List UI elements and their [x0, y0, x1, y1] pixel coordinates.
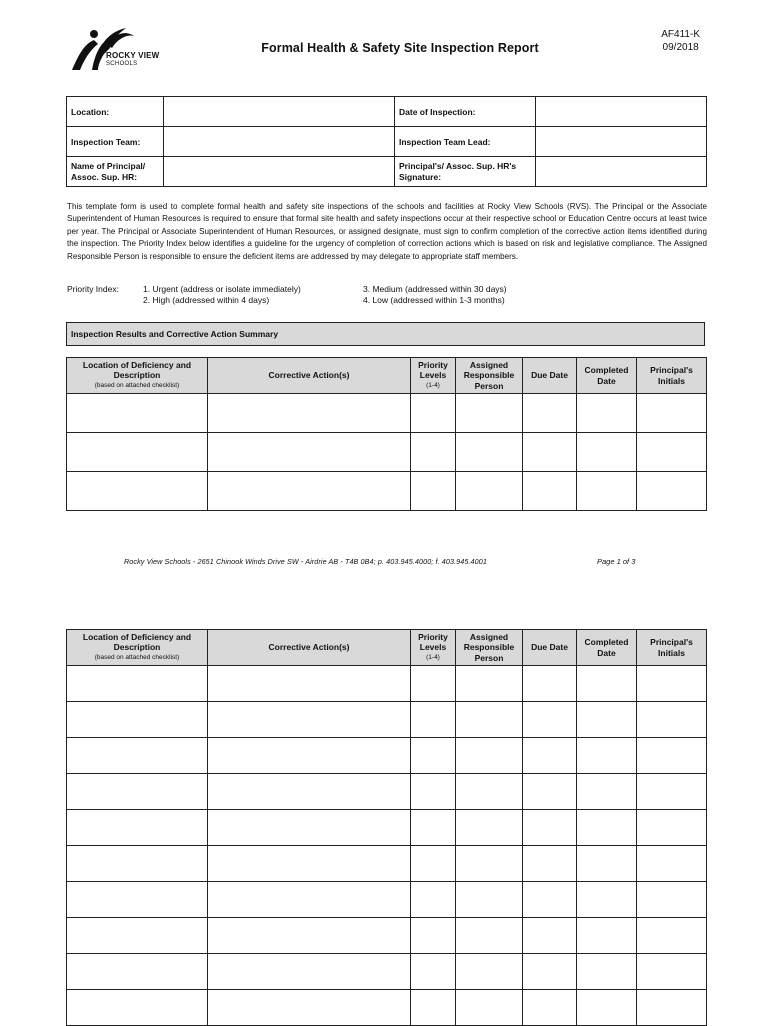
table-row	[67, 472, 707, 511]
corrective-action-cell[interactable]	[208, 774, 411, 810]
initials-cell[interactable]	[637, 472, 707, 511]
location-cell[interactable]	[67, 918, 208, 954]
initials-cell[interactable]	[637, 882, 707, 918]
form-code: AF411-K	[661, 29, 700, 40]
location-cell[interactable]	[67, 738, 208, 774]
corrective-action-cell[interactable]	[208, 472, 411, 511]
inspection-info-table	[66, 96, 707, 187]
inspection-team-label: Inspection Team:	[67, 127, 164, 157]
location-field[interactable]	[164, 97, 395, 127]
priority-cell[interactable]	[411, 990, 456, 1026]
completed-date-cell[interactable]	[577, 702, 637, 738]
due-date-cell[interactable]	[523, 394, 577, 433]
completed-date-cell[interactable]	[577, 774, 637, 810]
assigned-person-cell[interactable]	[456, 990, 523, 1026]
location-cell[interactable]	[67, 433, 208, 472]
priority-cell[interactable]	[411, 954, 456, 990]
assigned-person-cell[interactable]	[456, 666, 523, 702]
logo-subtext: SCHOOLS	[106, 61, 138, 67]
completed-date-cell[interactable]	[577, 918, 637, 954]
table-row	[67, 774, 707, 810]
table-row	[67, 702, 707, 738]
location-cell[interactable]	[67, 882, 208, 918]
priority-item-3: 3. Medium (addressed within 30 days)	[363, 284, 507, 294]
priority-cell[interactable]	[411, 666, 456, 702]
due-date-cell[interactable]	[523, 810, 577, 846]
due-date-cell[interactable]	[523, 774, 577, 810]
corrective-action-table-2	[66, 629, 707, 1026]
priority-cell[interactable]	[411, 918, 456, 954]
completed-date-cell[interactable]	[577, 846, 637, 882]
table-row	[67, 433, 707, 472]
col-completed-date: Completed Date	[577, 630, 637, 666]
date-of-inspection-field[interactable]	[536, 97, 707, 127]
initials-cell[interactable]	[637, 433, 707, 472]
initials-cell[interactable]	[637, 810, 707, 846]
completed-date-cell[interactable]	[577, 394, 637, 433]
due-date-cell[interactable]	[523, 846, 577, 882]
page-title: Formal Health & Safety Site Inspection Report	[261, 41, 539, 55]
completed-date-cell[interactable]	[577, 954, 637, 990]
principal-signature-field[interactable]	[536, 157, 707, 187]
table-row	[67, 918, 707, 954]
initials-cell[interactable]	[637, 918, 707, 954]
priority-cell[interactable]	[411, 738, 456, 774]
priority-item-4: 4. Low (addressed within 1-3 months)	[363, 295, 505, 305]
col-priority: Priority Levels (1-4)	[411, 630, 456, 666]
priority-cell[interactable]	[411, 472, 456, 511]
col-due-date: Due Date	[523, 358, 577, 394]
initials-cell[interactable]	[637, 666, 707, 702]
table-row	[67, 882, 707, 918]
location-cell[interactable]	[67, 810, 208, 846]
corrective-action-cell[interactable]	[208, 810, 411, 846]
corrective-action-cell[interactable]	[208, 990, 411, 1026]
priority-item-1: 1. Urgent (address or isolate immediately)	[143, 284, 301, 294]
table-row	[67, 954, 707, 990]
priority-cell[interactable]	[411, 702, 456, 738]
table-header-row	[67, 358, 707, 394]
due-date-cell[interactable]	[523, 666, 577, 702]
date-of-inspection-label: Date of Inspection:	[395, 97, 536, 127]
location-label: Location:	[67, 97, 164, 127]
completed-date-cell[interactable]	[577, 472, 637, 511]
completed-date-cell[interactable]	[577, 666, 637, 702]
location-cell[interactable]	[67, 846, 208, 882]
col-priority: Priority Levels (1-4)	[411, 358, 456, 394]
initials-cell[interactable]	[637, 990, 707, 1026]
priority-cell[interactable]	[411, 810, 456, 846]
assigned-person-cell[interactable]	[456, 472, 523, 511]
principal-name-field[interactable]	[164, 157, 395, 187]
col-assigned-person: Assigned Responsible Person	[456, 630, 523, 666]
col-principal-initials: Principal's Initials	[637, 358, 707, 394]
completed-date-cell[interactable]	[577, 433, 637, 472]
form-id	[661, 28, 700, 54]
logo-text: ROCKY VIEW	[106, 51, 160, 60]
completed-date-cell[interactable]	[577, 738, 637, 774]
corrective-action-cell[interactable]	[208, 738, 411, 774]
corrective-action-cell[interactable]	[208, 882, 411, 918]
location-cell[interactable]	[67, 472, 208, 511]
corrective-action-cell[interactable]	[208, 433, 411, 472]
col-location: Location of Deficiency and Description (based on attached checklist)	[67, 630, 208, 666]
location-cell[interactable]	[67, 774, 208, 810]
priority-cell[interactable]	[411, 774, 456, 810]
assigned-person-cell[interactable]	[456, 774, 523, 810]
col-corrective-action: Corrective Action(s)	[208, 358, 411, 394]
inspection-team-field[interactable]	[164, 127, 395, 157]
initials-cell[interactable]	[637, 394, 707, 433]
location-cell[interactable]	[67, 702, 208, 738]
assigned-person-cell[interactable]	[456, 702, 523, 738]
assigned-person-cell[interactable]	[456, 918, 523, 954]
assigned-person-cell[interactable]	[456, 954, 523, 990]
completed-date-cell[interactable]	[577, 882, 637, 918]
location-cell[interactable]	[67, 666, 208, 702]
priority-index-label: Priority Index:	[67, 284, 119, 294]
col-principal-initials: Principal's Initials	[637, 630, 707, 666]
initials-cell[interactable]	[637, 954, 707, 990]
intro-paragraph: This template form is used to complete formal health and safety site inspections of the schools and facilities at Rocky View Schools (RVS). The Principal or the Associate Superintendent of Human Resources is required to ensure that formal site health and safety inspections occur at their respective school or Education Centre occurs at least twice per year. The Principal or Associate Superintendent of Human Resources, or assigned designate, must sign to confirm completion of the corrective action items identified during the inspection. The Priority Index below identifies a guideline for the urgency of completion of correction actions which is based on risk and legislative compliance. The Assigned Responsible Person is responsible to ensure the deficient items are addressed by may delegate to appropriate staff members.	[67, 202, 707, 261]
inspection-team-lead-field[interactable]	[536, 127, 707, 157]
assigned-person-cell[interactable]	[456, 882, 523, 918]
due-date-cell[interactable]	[523, 954, 577, 990]
corrective-action-table-1	[66, 357, 707, 511]
due-date-cell[interactable]	[523, 738, 577, 774]
corrective-action-cell[interactable]	[208, 394, 411, 433]
assigned-person-cell[interactable]	[456, 433, 523, 472]
form-date: 09/2018	[662, 42, 699, 53]
table-header-row	[67, 630, 707, 666]
initials-cell[interactable]	[637, 738, 707, 774]
corrective-action-cell[interactable]	[208, 954, 411, 990]
corrective-action-cell[interactable]	[208, 918, 411, 954]
priority-list-left	[143, 284, 301, 306]
priority-cell[interactable]	[411, 433, 456, 472]
priority-cell[interactable]	[411, 846, 456, 882]
assigned-person-cell[interactable]	[456, 810, 523, 846]
due-date-cell[interactable]	[523, 990, 577, 1026]
priority-item-2: 2. High (addressed within 4 days)	[143, 295, 270, 305]
footer-address: Rocky View Schools - 2651 Chinook Winds Drive SW - Airdrie AB - T4B 0B4; p. 403.945.4000; f. 403.945.4001	[124, 557, 487, 566]
assigned-person-cell[interactable]	[456, 394, 523, 433]
table-row	[67, 738, 707, 774]
location-cell[interactable]	[67, 990, 208, 1026]
principal-name-label: Name of Principal/ Assoc. Sup. HR:	[67, 157, 164, 187]
assigned-person-cell[interactable]	[456, 738, 523, 774]
col-location: Location of Deficiency and Description (based on attached checklist)	[67, 358, 208, 394]
table-row	[67, 846, 707, 882]
col-completed-date: Completed Date	[577, 358, 637, 394]
col-assigned-person: Assigned Responsible Person	[456, 358, 523, 394]
priority-cell[interactable]	[411, 882, 456, 918]
table-row	[67, 990, 707, 1026]
inspection-team-lead-label: Inspection Team Lead:	[395, 127, 536, 157]
principal-signature-label: Principal's/ Assoc. Sup. HR's Signature:	[395, 157, 536, 187]
table-row	[67, 666, 707, 702]
priority-list-right	[363, 284, 507, 306]
location-cell[interactable]	[67, 954, 208, 990]
assigned-person-cell[interactable]	[456, 846, 523, 882]
due-date-cell[interactable]	[523, 433, 577, 472]
col-due-date: Due Date	[523, 630, 577, 666]
table-row	[67, 394, 707, 433]
priority-cell[interactable]	[411, 394, 456, 433]
location-cell[interactable]	[67, 394, 208, 433]
due-date-cell[interactable]	[523, 472, 577, 511]
corrective-action-cell[interactable]	[208, 846, 411, 882]
section-title-bar: Inspection Results and Corrective Action Summary	[66, 322, 705, 346]
due-date-cell[interactable]	[523, 882, 577, 918]
initials-cell[interactable]	[637, 774, 707, 810]
col-corrective-action: Corrective Action(s)	[208, 630, 411, 666]
corrective-action-cell[interactable]	[208, 702, 411, 738]
table-row	[67, 810, 707, 846]
corrective-action-cell[interactable]	[208, 666, 411, 702]
completed-date-cell[interactable]	[577, 990, 637, 1026]
completed-date-cell[interactable]	[577, 810, 637, 846]
initials-cell[interactable]	[637, 702, 707, 738]
page-number: Page 1 of 3	[597, 557, 636, 566]
due-date-cell[interactable]	[523, 702, 577, 738]
due-date-cell[interactable]	[523, 918, 577, 954]
initials-cell[interactable]	[637, 846, 707, 882]
